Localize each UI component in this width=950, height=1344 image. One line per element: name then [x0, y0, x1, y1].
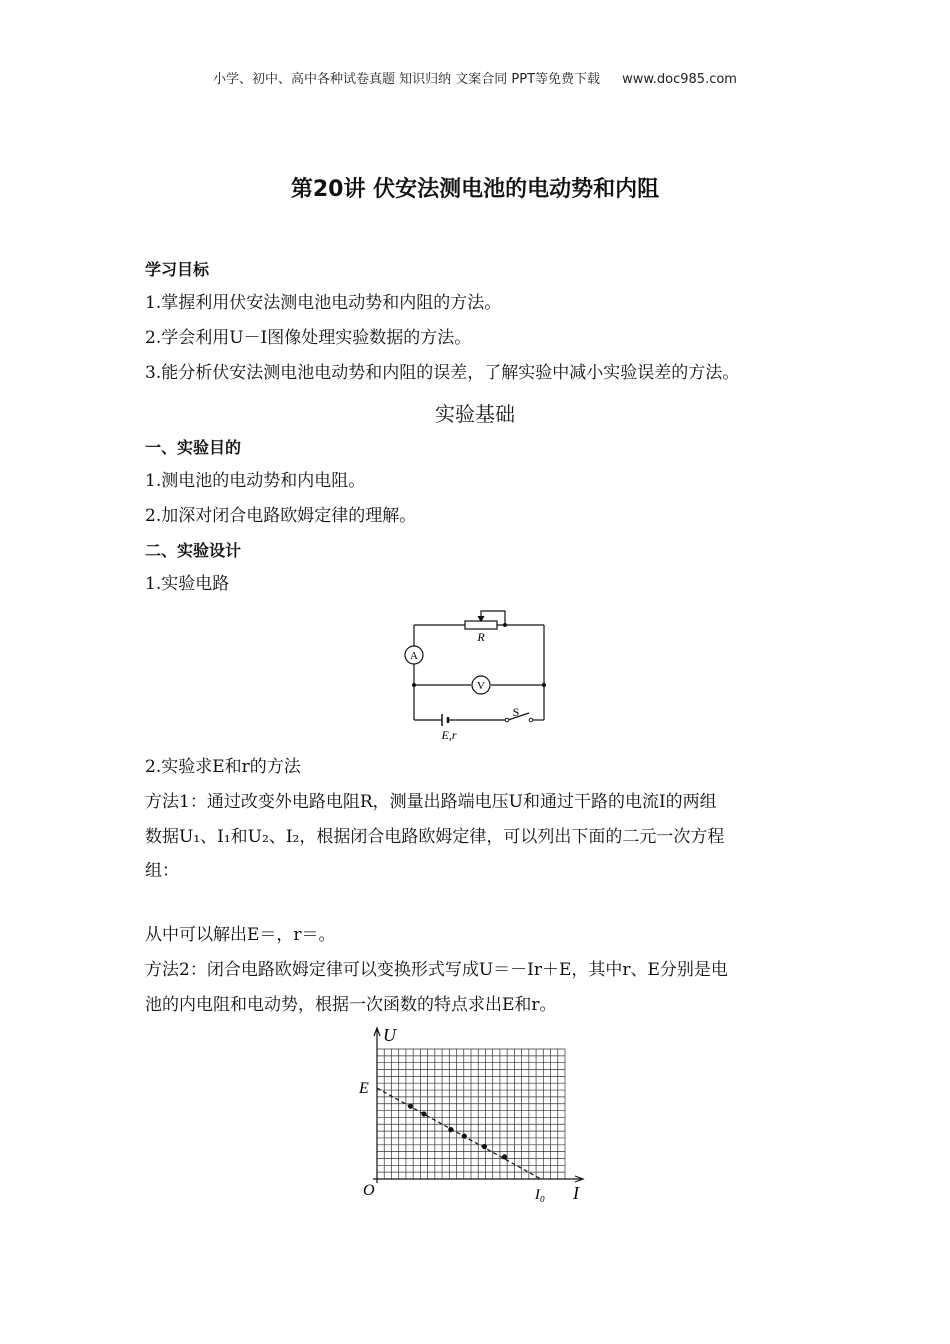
method2-line-2: 池的内电阻和电动势，根据一次函数的特点求出E和r。	[145, 995, 557, 1015]
y-axis-label: U	[383, 1025, 396, 1045]
section2-item-1: 1.实验电路	[145, 574, 230, 594]
goal-item-3: 3.能分析伏安法测电池电动势和内阻的误差，了解实验中减小实验误差的方法。	[145, 363, 740, 383]
page-title: 第20讲 伏安法测电池的电动势和内阻	[290, 177, 660, 202]
goal-item-2: 2.学会利用U－I图像处理实验数据的方法。	[145, 328, 472, 348]
section1-heading: 一、实验目的	[145, 438, 242, 457]
basics-heading: 实验基础	[435, 402, 515, 426]
header-url[interactable]: www.doc985.com	[622, 72, 737, 87]
solve-line: 从中可以解出E＝，r＝。	[145, 925, 336, 945]
data-point	[502, 1154, 507, 1159]
data-point	[421, 1111, 426, 1116]
switch-label: S	[512, 705, 520, 719]
method1-line-1: 方法1：通过改变外电路电阻R，测量出路端电压U和通过干路的电流I的两组	[145, 792, 717, 812]
ui-graph	[355, 1025, 595, 1210]
data-point	[482, 1144, 487, 1149]
x-axis-label: I	[573, 1183, 579, 1203]
method2-line-1: 方法2：闭合电路欧姆定律可以变换形式写成U＝－Ir＋E，其中r、E分别是电	[145, 960, 728, 980]
method1-line-3: 组：	[145, 861, 179, 881]
battery-label: E,r	[441, 728, 457, 742]
header-text: 小学、初中、高中各种试卷真题 知识归纳 文案合同 PPT等免费下载	[213, 72, 601, 87]
data-point	[408, 1104, 413, 1109]
origin-label: O	[363, 1182, 375, 1199]
goals-heading: 学习目标	[145, 260, 210, 279]
i0-intercept-label: I₀	[534, 1187, 546, 1203]
ammeter-label: A	[410, 650, 418, 662]
rheostat-label: R	[477, 630, 485, 644]
rheostat	[465, 621, 497, 629]
method1-line-2: 数据U₁、I₁和U₂、I₂，根据闭合电路欧姆定律，可以列出下面的二元一次方程	[145, 827, 725, 847]
section1-item-2: 2.加深对闭合电路欧姆定律的理解。	[145, 506, 417, 526]
goal-item-1: 1.掌握利用伏安法测电池电动势和内阻的方法。	[145, 293, 502, 313]
section2-item-2: 2.实验求E和r的方法	[145, 757, 301, 777]
data-point	[448, 1127, 453, 1132]
page-header	[0, 68, 950, 87]
data-point	[462, 1134, 467, 1139]
voltmeter-label: V	[477, 680, 485, 692]
section2-heading: 二、实验设计	[145, 541, 242, 560]
section1-item-1: 1.测电池的电动势和内电阻。	[145, 471, 366, 491]
e-intercept-label: E	[359, 1080, 369, 1097]
circuit-diagram	[395, 603, 560, 748]
